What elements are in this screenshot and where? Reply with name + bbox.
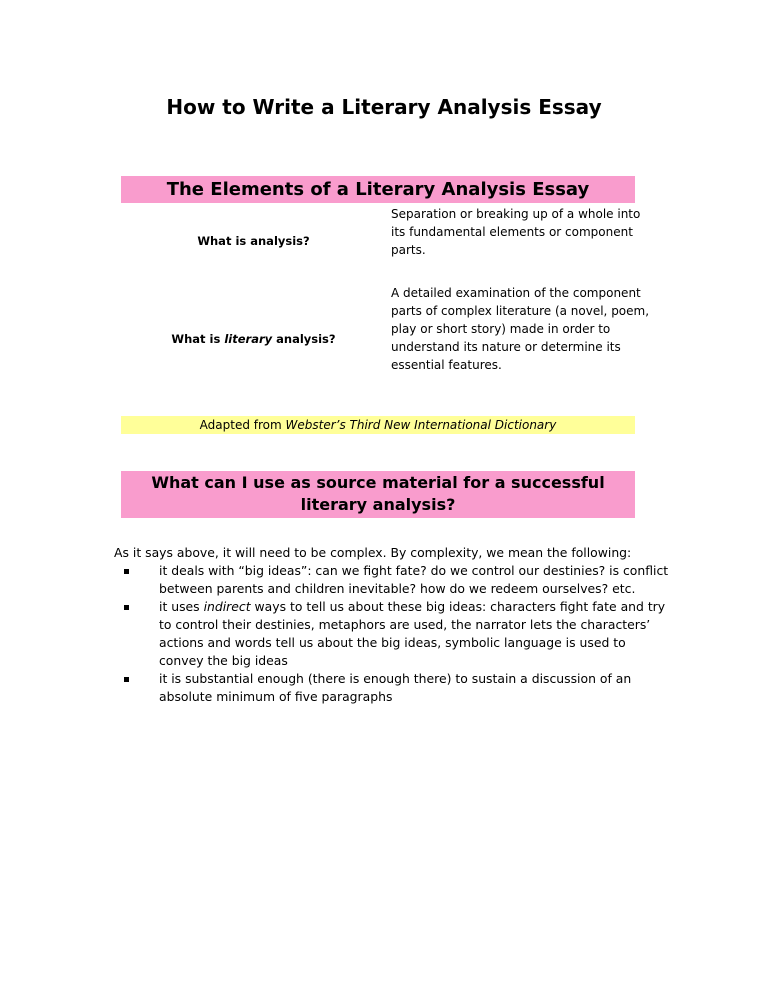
source-citation [121,416,635,434]
list-item [121,670,669,706]
list-item [121,562,669,598]
list-item-prefix: it uses [159,599,204,614]
list-item-emphasis: indirect [203,599,251,614]
list-item-suffix: ways to tell us about these big ideas: characters fight fate and try to control their destinies, metaphors are used, the narrator lets the characters’ actions and words tell us about the big ideas, symbolic language is used to convey the big ideas [159,599,666,668]
question-label-analysis: What is analysis? [197,234,310,248]
source-intro-text: As it says above, it will need to be complex. By complexity, we mean the following: [114,545,632,560]
criteria-list [121,562,669,706]
question-label-prefix: What is [171,332,225,346]
square-bullet-icon [124,569,129,574]
square-bullet-icon [124,605,129,610]
list-item-text: it deals with “big ideas”: can we fight fate? do we control our destinies? is conflict between parents and children inevitable? how do we redeem ourselves? etc. [159,563,669,596]
page-title: How to Write a Literary Analysis Essay [166,95,602,119]
source-material-section-header: What can I use as source material for a successful literary analysis? [121,471,635,518]
definition-literary-analysis: A detailed examination of the component parts of complex literature (a novel, poem, play or short story) made in order to understand its nature or determine its essential features. [391,286,650,372]
list-item-text: it is substantial enough (there is enough there) to sustain a discussion of an absolute minimum of five paragraphs [159,671,632,704]
elements-section-header: The Elements of a Literary Analysis Essay [121,176,635,203]
citation-prefix: Adapted from [199,418,286,432]
question-label-literary-analysis [121,331,386,347]
question-label-emphasis: literary [224,332,273,346]
question-label-suffix: analysis? [272,332,336,346]
definition-analysis: Separation or breaking up of a whole into its fundamental elements or component parts. [391,207,641,257]
square-bullet-icon [124,677,129,682]
list-item [121,598,669,670]
citation-dictionary-title: Webster’s Third New International Dictionary [285,418,557,432]
